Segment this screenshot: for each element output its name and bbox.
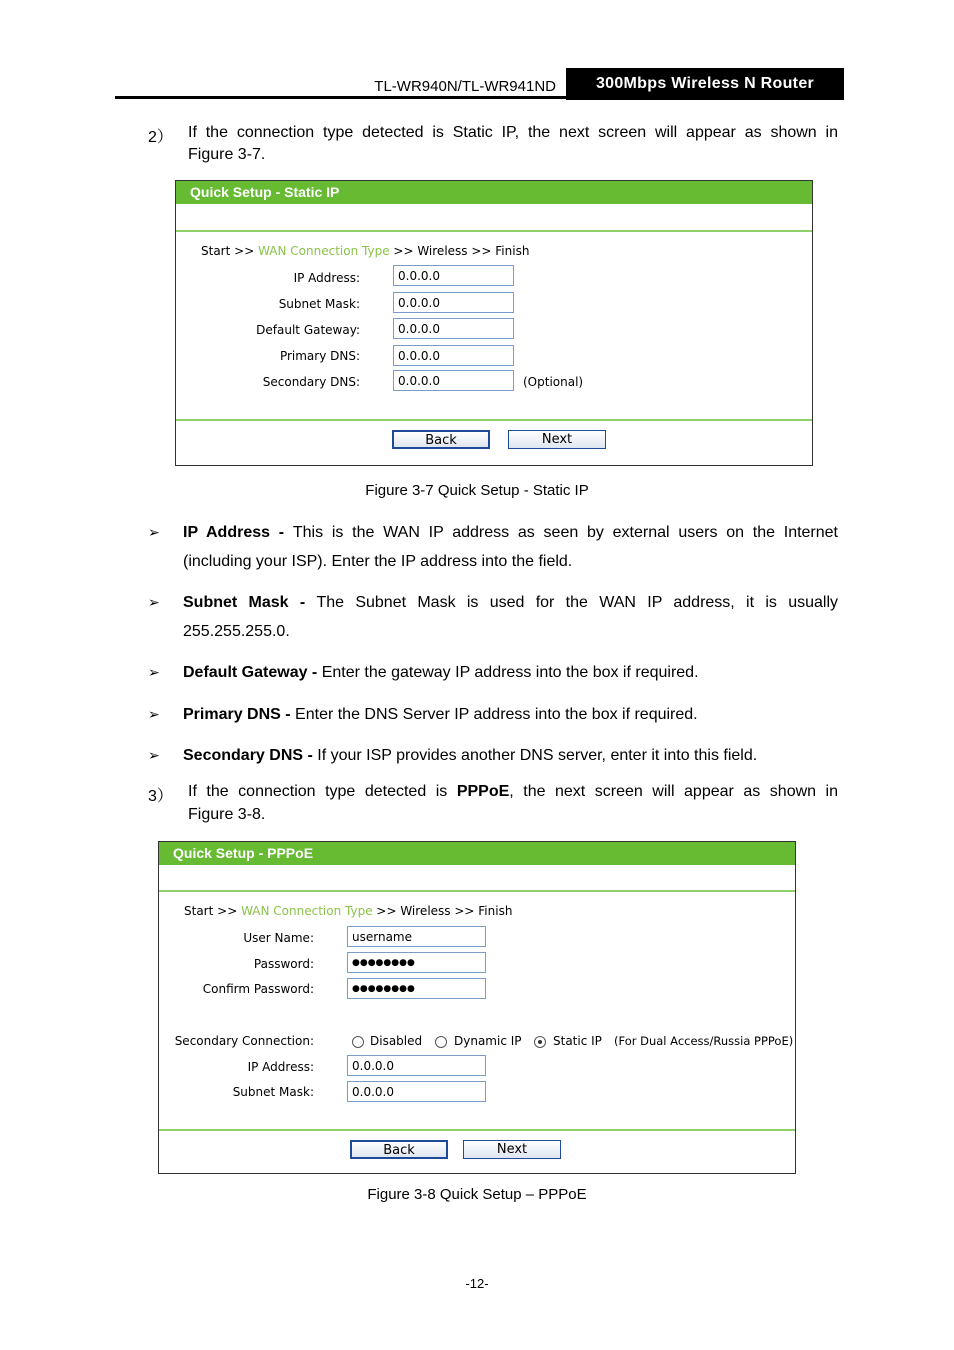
bullet-subnet-mask-line2: 255.255.255.0. <box>183 623 290 640</box>
step-2-number: 2） <box>148 129 173 146</box>
ip-address-field[interactable]: 0.0.0.0 <box>347 1055 486 1076</box>
default-gateway-field[interactable]: 0.0.0.0 <box>393 318 514 339</box>
page-number: -12- <box>465 1276 489 1291</box>
figure-3-8-caption: Figure 3-8 Quick Setup – PPPoE <box>367 1186 587 1203</box>
user-name-field[interactable]: username <box>347 926 486 947</box>
bullet-desc: If your ISP provides another DNS server, enter it into this field. <box>317 747 758 764</box>
subnet-mask-field[interactable]: 0.0.0.0 <box>347 1081 486 1102</box>
next-button[interactable]: Next <box>508 430 606 449</box>
step-3-bold: PPPoE <box>456 783 510 800</box>
password-field[interactable]: ●●●●●●●● <box>347 952 486 973</box>
back-button[interactable]: Back <box>350 1140 448 1159</box>
ip-address-label: IP Address: <box>247 1060 314 1074</box>
crumb-rest: >> Wireless >> Finish <box>393 244 530 258</box>
figure-3-7-caption: Figure 3-7 Quick Setup - Static IP <box>365 482 589 499</box>
bullet-desc: Enter the DNS Server IP address into the box if required. <box>295 706 698 723</box>
confirm-password-label: Confirm Password: <box>202 982 314 996</box>
ip-address-field[interactable]: 0.0.0.0 <box>393 265 514 286</box>
default-gateway-label: Default Gateway: <box>256 323 360 337</box>
step-2-line1: If the connection type detected is Static IP, the next screen will appear as shown in <box>188 124 838 141</box>
optional-note: (Optional) <box>523 375 584 389</box>
password-label: Password: <box>253 957 314 971</box>
next-button[interactable]: Next <box>463 1140 561 1159</box>
disabled-radio[interactable] <box>352 1036 364 1048</box>
breadcrumb <box>201 244 529 258</box>
header-model: TL-WR940N/TL-WR941ND <box>374 78 556 95</box>
dual-access-note: (For Dual Access/Russia PPPoE) <box>614 1034 794 1048</box>
step-2-line2: Figure 3-7. <box>188 146 266 163</box>
panel-title: Quick Setup - PPPoE <box>159 842 795 865</box>
subnet-mask-label: Subnet Mask: <box>278 297 360 311</box>
user-name-label: User Name: <box>243 931 314 945</box>
bullet-subnet-mask-line1 <box>183 588 838 617</box>
crumb-sep: >> <box>234 244 255 258</box>
primary-dns-label: Primary DNS: <box>279 349 360 363</box>
bullet-default-gateway <box>183 658 699 687</box>
arrow-bullet-icon: ➢ <box>148 524 160 540</box>
bullet-desc: Enter the gateway IP address into the box if required. <box>321 664 699 681</box>
bullet-primary-dns <box>183 700 698 729</box>
crumb-rest: >> Wireless >> Finish <box>376 904 513 918</box>
panel-divider <box>159 890 795 892</box>
bullet-term: Subnet Mask - <box>183 594 317 611</box>
breadcrumb <box>184 904 512 918</box>
step-3-post: , the next screen will appear as shown in <box>509 783 839 800</box>
static-ip-radio-label: Static IP <box>553 1034 602 1048</box>
arrow-bullet-icon: ➢ <box>148 706 160 722</box>
step-3-number: 3） <box>148 788 173 805</box>
subnet-mask-field[interactable]: 0.0.0.0 <box>393 292 514 313</box>
bullet-term: Default Gateway - <box>183 664 322 681</box>
dynamic-ip-radio-label: Dynamic IP <box>454 1034 522 1048</box>
bullet-desc: The Subnet Mask is used for the WAN IP address, it is usually <box>316 594 838 611</box>
bullet-term: Secondary DNS - <box>183 747 318 764</box>
bullet-ip-address-line2: (including your ISP). Enter the IP address into the field. <box>183 553 573 570</box>
confirm-password-field[interactable]: ●●●●●●●● <box>347 978 486 999</box>
header-rule <box>115 96 844 99</box>
pppoe-panel <box>158 841 796 1174</box>
step-3-pre: If the connection type detected is <box>188 783 457 800</box>
bullet-secondary-dns <box>183 741 757 770</box>
arrow-bullet-icon: ➢ <box>148 664 160 680</box>
arrow-bullet-icon: ➢ <box>148 594 160 610</box>
ip-address-label: IP Address: <box>293 271 360 285</box>
bullet-term: Primary DNS - <box>183 706 296 723</box>
arrow-bullet-icon: ➢ <box>148 747 160 763</box>
crumb-sep: >> <box>217 904 238 918</box>
header-product-box: 300Mbps Wireless N Router <box>566 68 844 100</box>
secondary-dns-label: Secondary DNS: <box>262 375 360 389</box>
panel-divider-bottom <box>159 1129 795 1131</box>
static-ip-panel <box>175 180 813 466</box>
bullet-desc: This is the WAN IP address as seen by external users on the Internet <box>292 524 839 541</box>
crumb-wan-connection-type: WAN Connection Type <box>258 244 390 258</box>
primary-dns-field[interactable]: 0.0.0.0 <box>393 345 514 366</box>
back-button[interactable]: Back <box>392 430 490 449</box>
crumb-start: Start <box>201 244 231 258</box>
static-ip-radio[interactable] <box>534 1036 546 1048</box>
panel-title: Quick Setup - Static IP <box>176 181 812 204</box>
secondary-dns-field[interactable]: 0.0.0.0 <box>393 370 514 391</box>
panel-divider-bottom <box>176 419 812 421</box>
dynamic-ip-radio[interactable] <box>435 1036 447 1048</box>
step-3-line1 <box>188 781 838 803</box>
bullet-term: IP Address - <box>183 524 293 541</box>
secondary-connection-label: Secondary Connection: <box>174 1034 314 1048</box>
disabled-radio-label: Disabled <box>370 1034 423 1048</box>
subnet-mask-label: Subnet Mask: <box>232 1085 314 1099</box>
bullet-ip-address-line1 <box>183 518 838 547</box>
crumb-wan-connection-type: WAN Connection Type <box>241 904 373 918</box>
step-3-line2: Figure 3-8. <box>188 806 266 823</box>
crumb-start: Start <box>184 904 214 918</box>
panel-divider <box>176 230 812 232</box>
